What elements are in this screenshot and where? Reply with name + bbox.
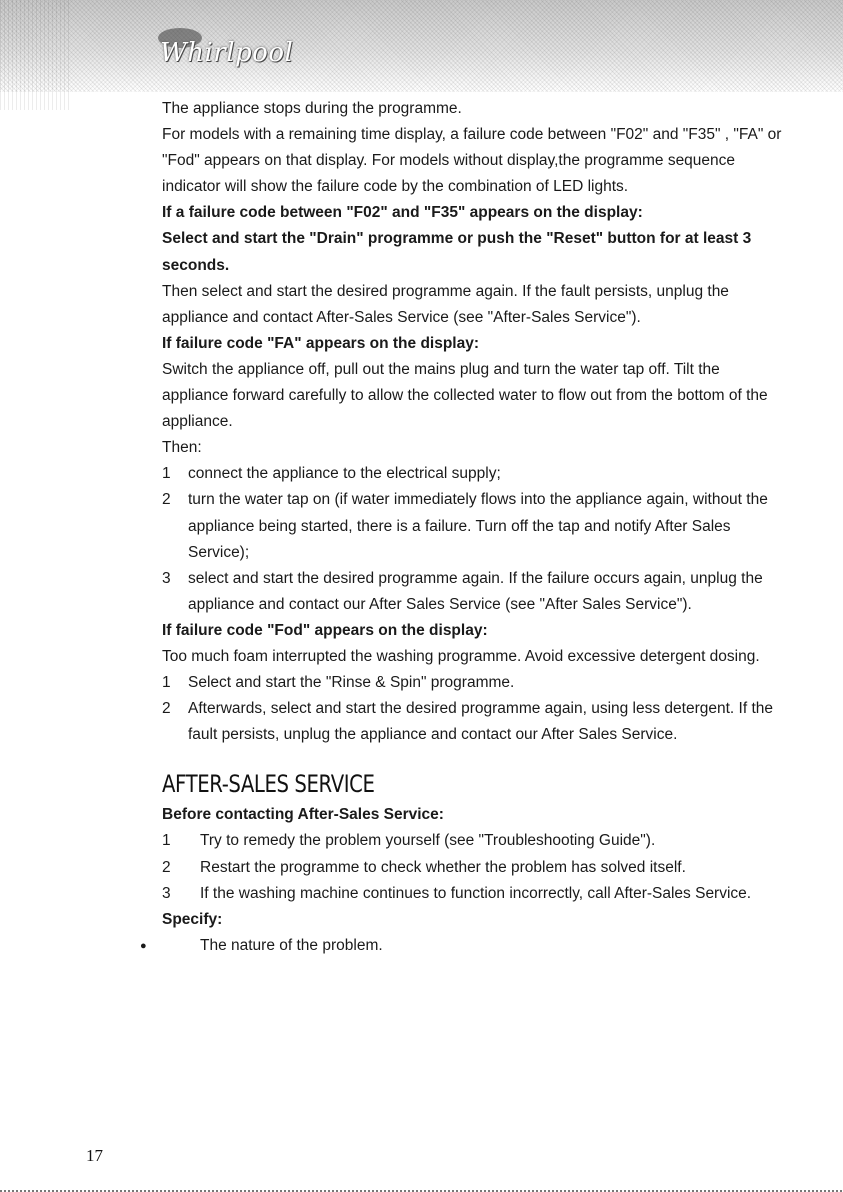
list-text: select and start the desired programme again. If the failure occurs again, unplug the appliance and contact our After Sales Service (see "After Sales Service"). [188,569,763,613]
section-title: AFTER-SALES SERVICE [162,770,375,799]
list-number: 3 [162,884,171,902]
list-text: Select and start the "Rinse & Spin" programme. [188,674,515,692]
list-number: 3 [162,569,171,587]
list-item [162,566,784,618]
paragraph: Too much foam interrupted the washing programme. Avoid excessive detergent dosing. [162,647,760,665]
page-number: 17 [86,1146,103,1165]
paragraph: Then: [162,439,202,457]
list-item [162,487,784,565]
header-band [0,0,843,92]
paragraph: Then select and start the desired programme again. If the fault persists, unplug the appliance and contact After-Sales Service (see "After-Sales Service"). [162,282,729,326]
list-text: connect the appliance to the electrical supply; [188,465,501,483]
list-number: 1 [162,674,171,692]
list-item [162,696,784,748]
list-number: 2 [162,700,171,718]
whirlpool-logo [150,22,294,82]
list-item [162,855,784,881]
list-item [162,461,784,487]
list-text: Afterwards, select and start the desired programme again, using less detergent. If the fault persists, unplug the appliance and contact our After Sales Service. [188,700,774,744]
list-number: 2 [162,858,171,876]
subheading: If failure code "Fod" appears on the display: [162,621,488,639]
bullet-text: The nature of the problem. [200,936,383,954]
paragraph: Switch the appliance off, pull out the mains plug and turn the water tap off. Tilt the appliance forward carefully to allow the collected water to flow out from the bottom of the appliance. [162,360,768,431]
list-number: 2 [162,491,171,509]
bullet-item [140,933,784,959]
instruction-bold: Select and start the "Drain" programme or push the "Reset" button for at least 3 seconds. [162,230,752,274]
subheading: If failure code "FA" appears on the display: [162,334,480,352]
paragraph: The appliance stops during the programme. [162,100,462,117]
list-text: Try to remedy the problem yourself (see "Troubleshooting Guide"). [200,832,656,850]
subheading: Specify: [162,910,223,928]
list-item [162,828,784,854]
list-text: turn the water tap on (if water immediately flows into the appliance again, without the appliance being started, there is a failure. Turn off the tap and notify After Sales Service); [188,491,768,561]
list-number: 1 [162,832,171,850]
list-item [162,881,784,907]
paragraph: For models with a remaining time display, a failure code between "F02" and "F35" , "FA" or "Fod" appears on that display. For models without display,the programme sequence indicator will show the failure code by the combination of LED lights. [162,126,782,196]
subheading: If a failure code between "F02" and "F35" appears on the display: [162,204,643,222]
bullet-icon: ● [140,939,147,952]
list-number: 1 [162,465,171,483]
page-content [140,96,784,959]
header-texture [0,0,70,110]
subheading: Before contacting After-Sales Service: [162,806,444,824]
list-text: If the washing machine continues to function incorrectly, call After-Sales Service. [200,884,752,902]
list-item [162,670,784,696]
logo-text: Whirlpool [160,38,294,68]
list-text: Restart the programme to check whether the problem has solved itself. [200,858,686,876]
